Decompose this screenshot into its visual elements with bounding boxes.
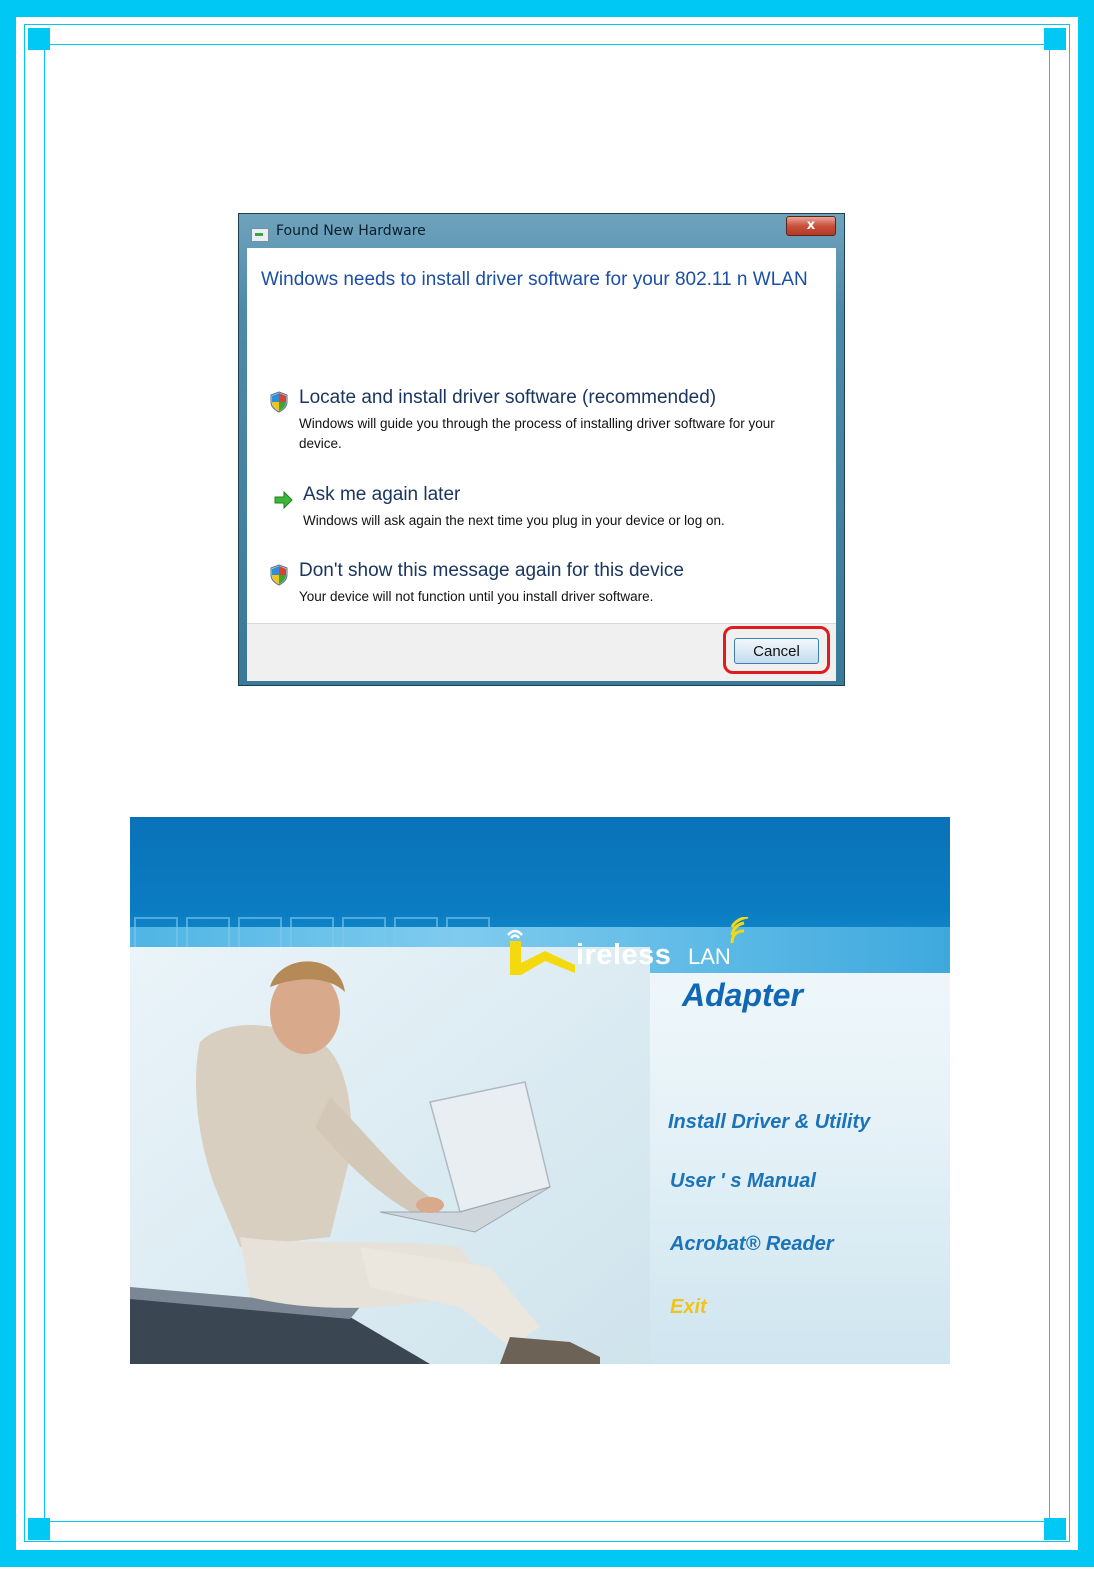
found-new-hardware-dialog xyxy=(238,213,845,686)
dialog-footer xyxy=(247,623,836,681)
dialog-title: Found New Hardware xyxy=(276,223,426,239)
option-locate-install[interactable] xyxy=(269,387,829,451)
option-description: Windows will guide you through the process of installing driver software for your device. xyxy=(299,416,775,451)
exit-link[interactable]: Exit xyxy=(670,1296,707,1318)
brand-lan-text: LAN xyxy=(688,944,731,969)
dialog-titlebar[interactable] xyxy=(239,214,844,248)
dialog-body xyxy=(247,248,836,623)
wireless-logo-icon xyxy=(505,927,580,975)
installer-splash xyxy=(130,817,950,1364)
option-title: Locate and install driver software (recommended) xyxy=(299,387,717,408)
option-dont-show[interactable] xyxy=(269,560,829,610)
hardware-icon xyxy=(251,228,269,242)
brand-ireless-text: ireless xyxy=(576,939,672,971)
option-description: Windows will ask again the next time you plug in your device or log on. xyxy=(303,513,725,528)
cancel-button[interactable]: Cancel xyxy=(734,638,819,664)
acrobat-reader-link[interactable]: Acrobat® Reader xyxy=(670,1233,834,1255)
close-icon: x xyxy=(806,218,816,233)
option-description: Your device will not function until you install driver software. xyxy=(299,589,654,604)
install-driver-utility-link[interactable]: Install Driver & Utility xyxy=(668,1111,871,1133)
wifi-signal-icon xyxy=(728,917,758,947)
users-manual-link[interactable]: User ' s Manual xyxy=(670,1170,816,1192)
option-title: Ask me again later xyxy=(303,484,461,505)
option-ask-later[interactable] xyxy=(273,484,833,534)
option-title: Don't show this message again for this device xyxy=(299,560,684,581)
brand-adapter-text: Adapter xyxy=(682,977,803,1013)
dialog-heading: Windows needs to install driver software for your 802.11 n WLAN xyxy=(261,269,808,290)
shield-icon xyxy=(269,564,289,586)
person-with-laptop-image xyxy=(130,947,650,1364)
shield-icon xyxy=(269,391,289,413)
green-arrow-icon xyxy=(273,488,293,510)
close-button[interactable] xyxy=(786,216,836,236)
